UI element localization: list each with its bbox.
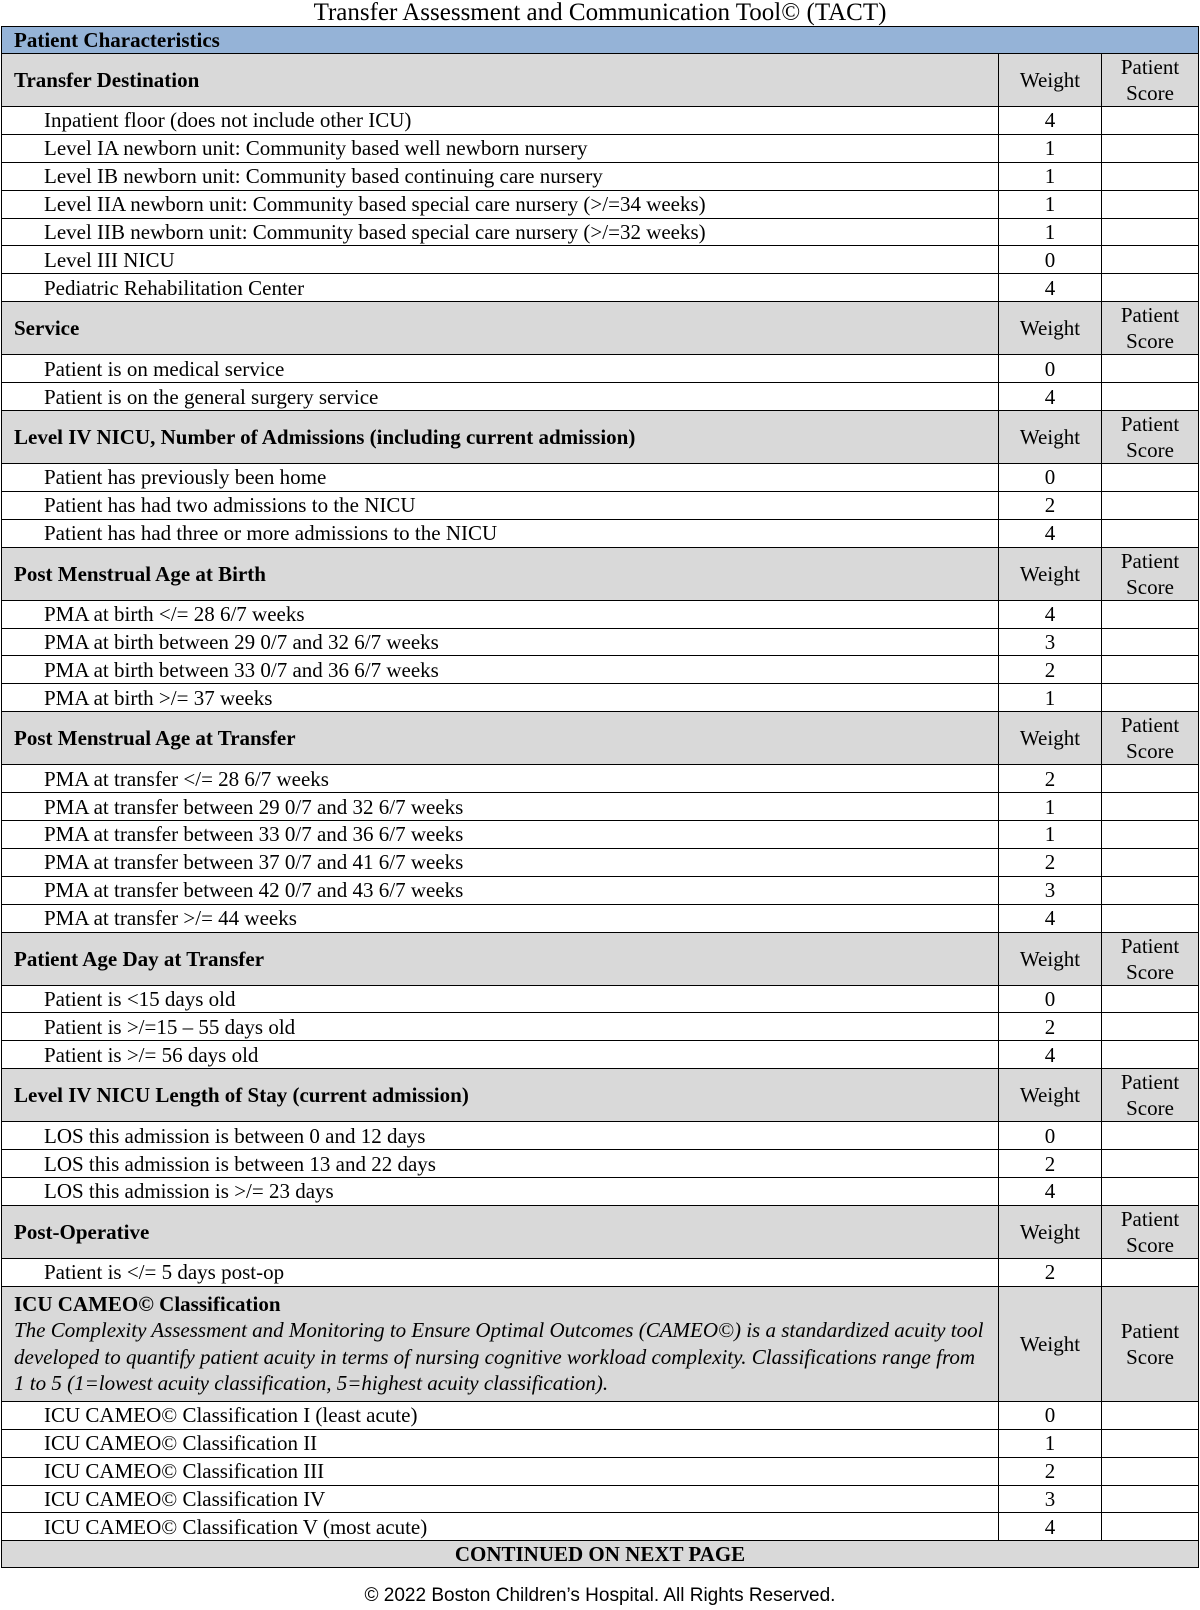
criterion-label: Pediatric Rehabilitation Center bbox=[2, 274, 999, 302]
criterion-label: Patient has had three or more admissions to the NICU bbox=[2, 519, 999, 547]
table-row bbox=[2, 821, 1199, 849]
banner-label: Patient Characteristics bbox=[2, 27, 1199, 54]
criterion-weight: 2 bbox=[999, 1457, 1102, 1485]
section-heading-text: ICU CAMEO© Classification bbox=[14, 1291, 281, 1316]
weight-column-header: Weight bbox=[999, 302, 1102, 355]
section-heading-text: Level IV NICU, Number of Admissions (including current admission) bbox=[14, 425, 636, 450]
criterion-label: PMA at transfer between 29 0/7 and 32 6/7 weeks bbox=[2, 793, 999, 821]
criterion-weight: 4 bbox=[999, 1513, 1102, 1541]
table-row bbox=[2, 134, 1199, 162]
weight-column-header: Weight bbox=[999, 712, 1102, 765]
patient-score-label-line1: Patient bbox=[1120, 1206, 1180, 1231]
tact-table bbox=[1, 26, 1199, 1568]
patient-score-cell[interactable] bbox=[1102, 793, 1199, 821]
patient-score-column-header bbox=[1102, 1205, 1199, 1258]
criterion-weight: 1 bbox=[999, 190, 1102, 218]
criterion-weight: 2 bbox=[999, 765, 1102, 793]
section-heading bbox=[2, 1205, 999, 1258]
criterion-label: PMA at transfer between 33 0/7 and 36 6/7 weeks bbox=[2, 821, 999, 849]
criterion-weight: 4 bbox=[999, 107, 1102, 135]
patient-score-cell[interactable] bbox=[1102, 519, 1199, 547]
patient-score-cell[interactable] bbox=[1102, 656, 1199, 684]
table-row bbox=[2, 464, 1199, 492]
patient-score-cell[interactable] bbox=[1102, 355, 1199, 383]
section-heading bbox=[2, 932, 999, 985]
section-heading-text: Post Menstrual Age at Birth bbox=[14, 561, 266, 586]
table-row bbox=[2, 1401, 1199, 1429]
section-heading bbox=[2, 712, 999, 765]
criterion-weight: 4 bbox=[999, 274, 1102, 302]
patient-score-column-header bbox=[1102, 54, 1199, 107]
criterion-weight: 1 bbox=[999, 684, 1102, 712]
criterion-weight: 4 bbox=[999, 600, 1102, 628]
criterion-label: ICU CAMEO© Classification III bbox=[2, 1457, 999, 1485]
criterion-weight: 0 bbox=[999, 1401, 1102, 1429]
table-row bbox=[2, 684, 1199, 712]
table-row bbox=[2, 519, 1199, 547]
criterion-label: PMA at transfer >/= 44 weeks bbox=[2, 904, 999, 932]
section-heading bbox=[2, 1286, 999, 1401]
section-header bbox=[2, 1205, 1199, 1258]
patient-score-cell[interactable] bbox=[1102, 1041, 1199, 1069]
patient-score-cell[interactable] bbox=[1102, 904, 1199, 932]
patient-score-column-header bbox=[1102, 932, 1199, 985]
patient-score-cell[interactable] bbox=[1102, 1122, 1199, 1150]
patient-score-column-header bbox=[1102, 1069, 1199, 1122]
patient-score-cell[interactable] bbox=[1102, 1150, 1199, 1178]
patient-score-cell[interactable] bbox=[1102, 1485, 1199, 1513]
section-header bbox=[2, 932, 1199, 985]
table-row bbox=[2, 1457, 1199, 1485]
table-row bbox=[2, 107, 1199, 135]
copyright-footer: © 2022 Boston Children’s Hospital. All Rights Reserved. bbox=[364, 1585, 836, 1606]
section-description: The Complexity Assessment and Monitoring to Ensure Optimal Outcomes (CAMEO©) is a standardized acuity tool developed to quantify patient acuity in terms of nursing cognitive workload complexity. Classifications range from 1 to 5 (1=lowest acuity classification, 5=highest acuity classification). bbox=[14, 1318, 984, 1396]
criterion-weight: 0 bbox=[999, 464, 1102, 492]
patient-score-label-line2: Score bbox=[1126, 959, 1174, 984]
patient-score-column-header bbox=[1102, 1286, 1199, 1401]
section-heading bbox=[2, 302, 999, 355]
weight-column-header: Weight bbox=[999, 1069, 1102, 1122]
patient-score-cell[interactable] bbox=[1102, 134, 1199, 162]
patient-score-column-header bbox=[1102, 547, 1199, 600]
criterion-label: Patient is >/=15 – 55 days old bbox=[2, 1013, 999, 1041]
weight-column-header: Weight bbox=[999, 1286, 1102, 1401]
table-row bbox=[2, 218, 1199, 246]
table-row bbox=[2, 765, 1199, 793]
patient-score-column-header bbox=[1102, 712, 1199, 765]
patient-score-cell[interactable] bbox=[1102, 684, 1199, 712]
section-heading-text: Post-Operative bbox=[14, 1219, 150, 1244]
table-row bbox=[2, 1429, 1199, 1457]
patient-score-cell[interactable] bbox=[1102, 1513, 1199, 1541]
criterion-weight: 2 bbox=[999, 1258, 1102, 1286]
criterion-weight: 2 bbox=[999, 656, 1102, 684]
section-heading bbox=[2, 411, 999, 464]
criterion-label: PMA at birth >/= 37 weeks bbox=[2, 684, 999, 712]
patient-score-cell[interactable] bbox=[1102, 1457, 1199, 1485]
table-row bbox=[2, 1513, 1199, 1541]
continued-label: CONTINUED ON NEXT PAGE bbox=[2, 1541, 1199, 1568]
section-heading bbox=[2, 547, 999, 600]
patient-score-label-line1: Patient bbox=[1120, 1318, 1180, 1343]
table-row bbox=[2, 383, 1199, 411]
criterion-weight: 2 bbox=[999, 1150, 1102, 1178]
patient-score-label-line1: Patient bbox=[1120, 713, 1180, 738]
criterion-weight: 4 bbox=[999, 904, 1102, 932]
patient-score-cell[interactable] bbox=[1102, 765, 1199, 793]
criterion-label: Patient has previously been home bbox=[2, 464, 999, 492]
patient-score-label-line2: Score bbox=[1126, 1096, 1174, 1121]
criterion-weight: 3 bbox=[999, 876, 1102, 904]
table-row bbox=[2, 1041, 1199, 1069]
patient-score-label-line1: Patient bbox=[1120, 933, 1180, 958]
criterion-label: Level IIA newborn unit: Community based special care nursery (>/=34 weeks) bbox=[2, 190, 999, 218]
criterion-weight: 0 bbox=[999, 355, 1102, 383]
criterion-label: ICU CAMEO© Classification I (least acute) bbox=[2, 1401, 999, 1429]
patient-score-cell[interactable] bbox=[1102, 218, 1199, 246]
patient-score-label-line1: Patient bbox=[1120, 412, 1180, 437]
criterion-weight: 0 bbox=[999, 985, 1102, 1013]
patient-score-label-line1: Patient bbox=[1120, 1070, 1180, 1095]
section-header bbox=[2, 1069, 1199, 1122]
criterion-label: Level III NICU bbox=[2, 246, 999, 274]
weight-column-header: Weight bbox=[999, 54, 1102, 107]
criterion-label: PMA at transfer </= 28 6/7 weeks bbox=[2, 765, 999, 793]
table-row bbox=[2, 628, 1199, 656]
criterion-label: LOS this admission is between 0 and 12 days bbox=[2, 1122, 999, 1150]
criterion-label: PMA at transfer between 42 0/7 and 43 6/7 weeks bbox=[2, 876, 999, 904]
patient-score-cell[interactable] bbox=[1102, 876, 1199, 904]
patient-score-cell[interactable] bbox=[1102, 628, 1199, 656]
criterion-weight: 1 bbox=[999, 218, 1102, 246]
patient-score-label-line2: Score bbox=[1126, 438, 1174, 463]
criterion-label: Level IB newborn unit: Community based continuing care nursery bbox=[2, 162, 999, 190]
table-row bbox=[2, 1485, 1199, 1513]
table-row bbox=[2, 1178, 1199, 1206]
criterion-label: PMA at transfer between 37 0/7 and 41 6/7 weeks bbox=[2, 848, 999, 876]
section-header bbox=[2, 302, 1199, 355]
criterion-weight: 0 bbox=[999, 246, 1102, 274]
patient-score-label-line1: Patient bbox=[1120, 303, 1180, 328]
criterion-label: Patient is </= 5 days post-op bbox=[2, 1258, 999, 1286]
criterion-label: PMA at birth between 29 0/7 and 32 6/7 weeks bbox=[2, 628, 999, 656]
criterion-weight: 4 bbox=[999, 519, 1102, 547]
table-row bbox=[2, 904, 1199, 932]
criterion-label: ICU CAMEO© Classification II bbox=[2, 1429, 999, 1457]
section-header bbox=[2, 54, 1199, 107]
section-heading-text: Post Menstrual Age at Transfer bbox=[14, 726, 296, 751]
table-row bbox=[2, 656, 1199, 684]
table-row bbox=[2, 190, 1199, 218]
section-heading bbox=[2, 1069, 999, 1122]
patient-score-label-line1: Patient bbox=[1120, 548, 1180, 573]
criterion-weight: 1 bbox=[999, 821, 1102, 849]
table-row bbox=[2, 355, 1199, 383]
criterion-weight: 4 bbox=[999, 1041, 1102, 1069]
table-row bbox=[2, 1150, 1199, 1178]
criterion-label: PMA at birth </= 28 6/7 weeks bbox=[2, 600, 999, 628]
section-banner bbox=[2, 27, 1199, 54]
patient-score-cell[interactable] bbox=[1102, 246, 1199, 274]
weight-column-header: Weight bbox=[999, 932, 1102, 985]
patient-score-label-line1: Patient bbox=[1120, 55, 1180, 79]
patient-score-label-line2: Score bbox=[1126, 329, 1174, 354]
patient-score-label-line2: Score bbox=[1126, 1344, 1174, 1369]
criterion-label: ICU CAMEO© Classification V (most acute) bbox=[2, 1513, 999, 1541]
criterion-weight: 3 bbox=[999, 628, 1102, 656]
patient-score-cell[interactable] bbox=[1102, 600, 1199, 628]
patient-score-label-line2: Score bbox=[1126, 739, 1174, 764]
section-heading-text: Patient Age Day at Transfer bbox=[14, 946, 265, 971]
table-row bbox=[2, 876, 1199, 904]
criterion-label: LOS this admission is between 13 and 22 days bbox=[2, 1150, 999, 1178]
tact-table-body bbox=[2, 27, 1199, 1568]
criterion-weight: 4 bbox=[999, 1178, 1102, 1206]
table-row bbox=[2, 491, 1199, 519]
section-heading-text: Level IV NICU Length of Stay (current admission) bbox=[14, 1083, 469, 1108]
criterion-weight: 0 bbox=[999, 1122, 1102, 1150]
section-header bbox=[2, 411, 1199, 464]
criterion-weight: 1 bbox=[999, 1429, 1102, 1457]
patient-score-cell[interactable] bbox=[1102, 848, 1199, 876]
patient-score-cell[interactable] bbox=[1102, 464, 1199, 492]
table-row bbox=[2, 1122, 1199, 1150]
criterion-weight: 2 bbox=[999, 1013, 1102, 1041]
criterion-weight: 4 bbox=[999, 383, 1102, 411]
criterion-label: Level IIB newborn unit: Community based special care nursery (>/=32 weeks) bbox=[2, 218, 999, 246]
section-header bbox=[2, 1286, 1199, 1401]
table-row bbox=[2, 985, 1199, 1013]
criterion-weight: 1 bbox=[999, 793, 1102, 821]
table-row bbox=[2, 1013, 1199, 1041]
continued-row bbox=[2, 1541, 1199, 1568]
table-row bbox=[2, 848, 1199, 876]
patient-score-cell[interactable] bbox=[1102, 985, 1199, 1013]
criterion-weight: 1 bbox=[999, 162, 1102, 190]
criterion-weight: 2 bbox=[999, 848, 1102, 876]
patient-score-label-line2: Score bbox=[1126, 1232, 1174, 1257]
table-row bbox=[2, 246, 1199, 274]
table-row bbox=[2, 600, 1199, 628]
patient-score-cell[interactable] bbox=[1102, 1178, 1199, 1206]
section-header bbox=[2, 712, 1199, 765]
criterion-label: Patient is on the general surgery service bbox=[2, 383, 999, 411]
section-header bbox=[2, 547, 1199, 600]
criterion-label: ICU CAMEO© Classification IV bbox=[2, 1485, 999, 1513]
patient-score-cell[interactable] bbox=[1102, 274, 1199, 302]
table-row bbox=[2, 162, 1199, 190]
patient-score-label-line2: Score bbox=[1126, 81, 1174, 105]
patient-score-cell[interactable] bbox=[1102, 107, 1199, 135]
criterion-label: Patient is >/= 56 days old bbox=[2, 1041, 999, 1069]
criterion-weight: 2 bbox=[999, 491, 1102, 519]
table-row bbox=[2, 274, 1199, 302]
patient-score-cell[interactable] bbox=[1102, 190, 1199, 218]
patient-score-column-header bbox=[1102, 411, 1199, 464]
criterion-weight: 3 bbox=[999, 1485, 1102, 1513]
patient-score-cell[interactable] bbox=[1102, 821, 1199, 849]
patient-score-cell[interactable] bbox=[1102, 162, 1199, 190]
table-row bbox=[2, 1258, 1199, 1286]
criterion-label: Patient has had two admissions to the NICU bbox=[2, 491, 999, 519]
weight-column-header: Weight bbox=[999, 1205, 1102, 1258]
section-heading bbox=[2, 54, 999, 107]
patient-score-cell[interactable] bbox=[1102, 491, 1199, 519]
criterion-label: Level IA newborn unit: Community based well newborn nursery bbox=[2, 134, 999, 162]
patient-score-cell[interactable] bbox=[1102, 1401, 1199, 1429]
section-heading-text: Service bbox=[14, 316, 80, 341]
section-heading-text: Transfer Destination bbox=[14, 68, 200, 92]
patient-score-cell[interactable] bbox=[1102, 1013, 1199, 1041]
criterion-label: Patient is on medical service bbox=[2, 355, 999, 383]
weight-column-header: Weight bbox=[999, 411, 1102, 464]
patient-score-cell[interactable] bbox=[1102, 1429, 1199, 1457]
criterion-label: LOS this admission is >/= 23 days bbox=[2, 1178, 999, 1206]
patient-score-cell[interactable] bbox=[1102, 1258, 1199, 1286]
criterion-label: Inpatient floor (does not include other ICU) bbox=[2, 107, 999, 135]
criterion-weight: 1 bbox=[999, 134, 1102, 162]
weight-column-header: Weight bbox=[999, 547, 1102, 600]
patient-score-cell[interactable] bbox=[1102, 383, 1199, 411]
criterion-label: Patient is <15 days old bbox=[2, 985, 999, 1013]
patient-score-label-line2: Score bbox=[1126, 574, 1174, 599]
document-title: Transfer Assessment and Communication Tool© (TACT) bbox=[313, 0, 887, 26]
patient-score-column-header bbox=[1102, 302, 1199, 355]
table-row bbox=[2, 793, 1199, 821]
criterion-label: PMA at birth between 33 0/7 and 36 6/7 weeks bbox=[2, 656, 999, 684]
